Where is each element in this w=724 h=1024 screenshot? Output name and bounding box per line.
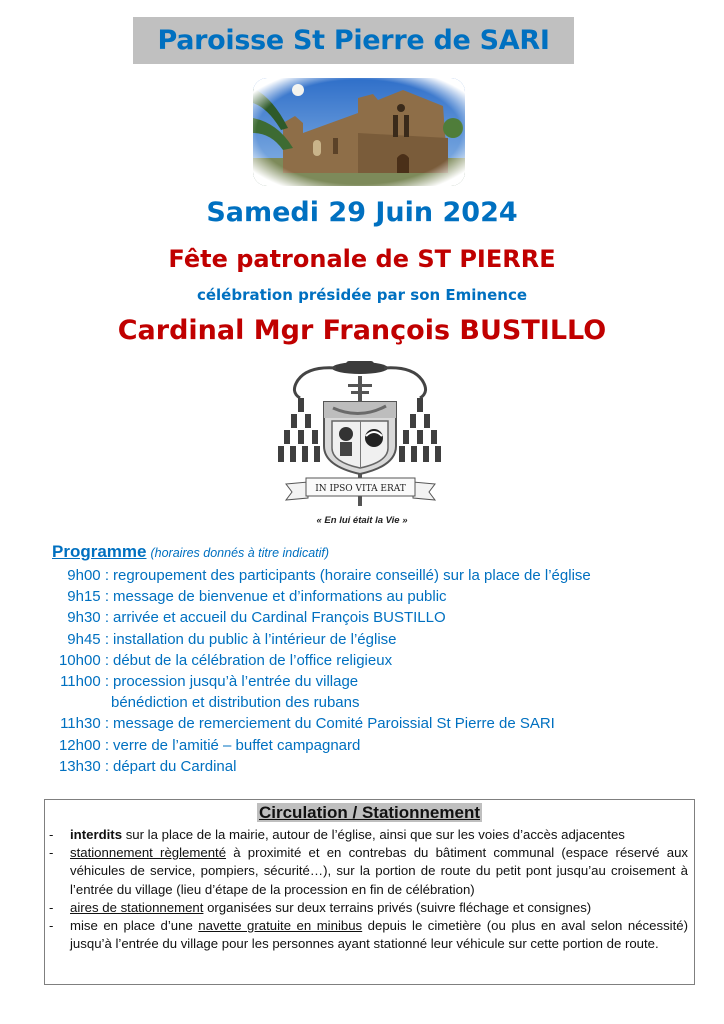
circulation-title: Circulation / Stationnement: [258, 803, 481, 822]
programme-title: Programme: [52, 542, 147, 561]
circulation-item: - aires de stationnement organisées sur deux terrains privés (suivre fléchage et consignes): [49, 899, 592, 915]
programme-item: 9h30 : arrivée et accueil du Cardinal François BUSTILLO: [67, 609, 446, 627]
programme-item: 10h00 : début de la célébration de l’office religieux: [58, 651, 393, 669]
programme-item: 9h00 : regroupement des participants (horaire conseillé) sur la place de l’église: [67, 567, 591, 584]
circulation-item: - mise en place d’une navette gratuite en minibus depuis le cimetière (ou plus en aval selon nécessité) jusqu’à l’entrée du village pour les personnes ayant stationné leur véhicule sur cette portion de route.: [49, 918, 688, 952]
event-celebrant: Cardinal Mgr François BUSTILLO: [117, 315, 607, 346]
circulation-list: [45, 826, 694, 953]
church-image-icon: [253, 78, 465, 186]
programme-item: 11h00 : procession jusqu’à l’entrée du village: [60, 672, 359, 690]
event-celebration-note: célébration présidée par son Eminence: [196, 286, 528, 304]
programme-item-continuation: bénédiction et distribution des rubans: [111, 694, 360, 712]
programme-note: (horaires donnés à titre indicatif): [150, 546, 330, 560]
programme-item: 12h00 : verre de l’amitié – buffet campagnard: [58, 736, 361, 754]
church-photo: [253, 78, 465, 186]
coat-of-arms-icon: [278, 358, 443, 508]
programme-item: 13h30 : départ du Cardinal: [58, 757, 237, 775]
event-feast: Fête patronale de ST PIERRE: [168, 245, 556, 273]
motto-french: « En lui était la Vie »: [316, 515, 408, 526]
programme-item: 9h45 : installation du public à l’intérieur de l’église: [67, 630, 397, 648]
circulation-item: - interdits sur la place de la mairie, autour de l’église, ainsi que sur les voies d’accès adjacentes: [49, 827, 625, 842]
svg-text:IN IPSO VITA ERAT: IN IPSO VITA ERAT: [315, 484, 406, 494]
programme-heading: [52, 542, 329, 562]
page-title: Paroisse St Pierre de SARI: [157, 25, 550, 56]
programme-list: [52, 565, 591, 777]
event-date: Samedi 29 Juin 2024: [206, 197, 518, 228]
programme-item: 11h30 : message de remerciement du Comité Paroissial St Pierre de SARI: [60, 715, 555, 733]
circulation-box: [44, 799, 695, 985]
programme-item: 9h15 : message de bienvenue et d’informations au public: [67, 588, 447, 606]
circulation-item: - stationnement règlementé à proximité et en contrebas du bâtiment communal (espace réservé aux véhicules de service, pompiers, sécurité…), sur la portion de route du petit pont jusqu’au croisement à l’entrée du village (lieu d’étape de la procession en fin de célébration): [49, 845, 688, 897]
coat-of-arms: [278, 358, 443, 508]
